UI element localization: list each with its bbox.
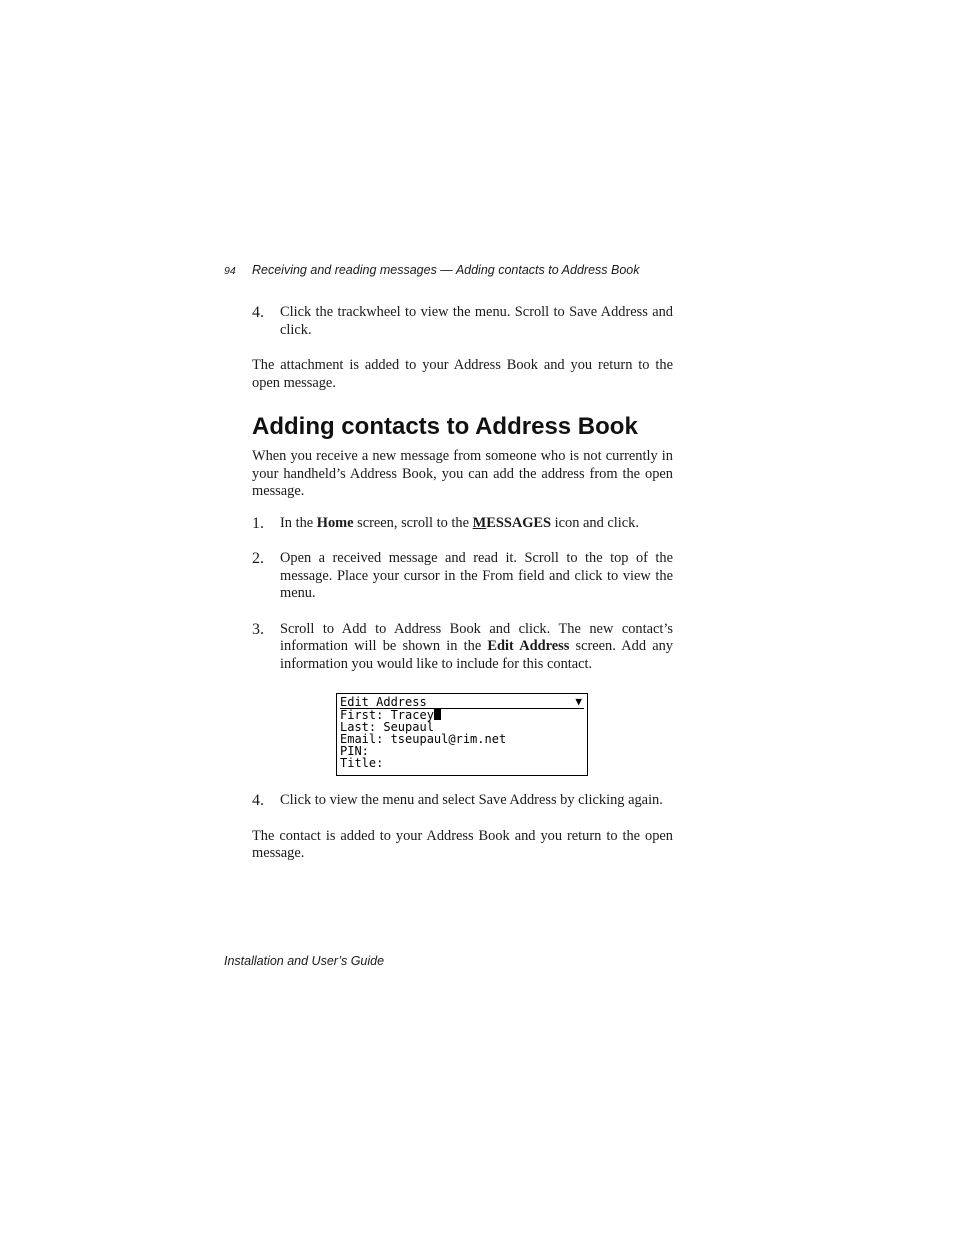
step-text: Open a received message and read it. Scroll to the top of the message. Place your cursor in the From field and click to view the menu. <box>280 550 673 601</box>
section-lead-paragraph: When you receive a new message from someone who is not currently in your handheld’s Address Book, you can add the address from the open message. <box>252 448 673 499</box>
step-text: In the Home screen, scroll to the MESSAGES icon and click. <box>280 514 639 531</box>
last-name-field[interactable]: Last: Seupaul <box>340 720 434 734</box>
step-text: Click the trackwheel to view the menu. Scroll to Save Address and click. <box>280 304 673 338</box>
intro-step-4 <box>252 304 673 339</box>
screen-title-bar <box>340 694 584 709</box>
intro-result-paragraph: The attachment is added to your Address Book and you return to the open message. <box>252 357 673 391</box>
step-text: Click to view the menu and select Save Address by clicking again. <box>280 792 663 808</box>
running-title: Receiving and reading messages — Adding contacts to Address Book <box>252 263 640 277</box>
title-field[interactable]: Title: <box>340 756 384 770</box>
down-triangle-icon: ▼ <box>575 695 582 708</box>
home-screen-label: Home <box>316 514 354 531</box>
step-number: 4. <box>252 304 264 321</box>
step-text: Scroll to Add to Address Book and click. The new contact’s information will be shown in the Edit Address screen. Add any information you would like to include for this contact. <box>280 620 673 672</box>
step-4 <box>252 792 673 810</box>
edit-address-screen <box>336 693 588 776</box>
first-name-field[interactable]: First: Tracey <box>340 709 587 721</box>
step-3 <box>252 621 673 674</box>
section-result-paragraph: The contact is added to your Address Book and you return to the open message. <box>252 827 673 861</box>
text-cursor <box>434 709 441 720</box>
step-1 <box>252 515 673 533</box>
messages-icon-label: MESSAGES <box>472 514 552 531</box>
section-heading: Adding contacts to Address Book <box>252 413 638 440</box>
running-header <box>224 263 684 277</box>
page-content-lower <box>252 792 673 863</box>
step-number: 4. <box>252 792 264 809</box>
page-content <box>252 304 673 673</box>
edit-address-label: Edit Address <box>487 638 570 654</box>
step-number: 1. <box>252 514 264 532</box>
email-field[interactable]: Email: tseupaul@rim.net <box>340 732 507 746</box>
pin-field[interactable]: PIN: <box>340 744 369 758</box>
step-number: 3. <box>252 620 264 638</box>
step-number: 2. <box>252 550 264 567</box>
step-2 <box>252 550 673 603</box>
page-number: 94 <box>224 265 236 277</box>
page-footer: Installation and User’s Guide <box>224 954 385 968</box>
screen-title: Edit Address <box>340 695 427 709</box>
